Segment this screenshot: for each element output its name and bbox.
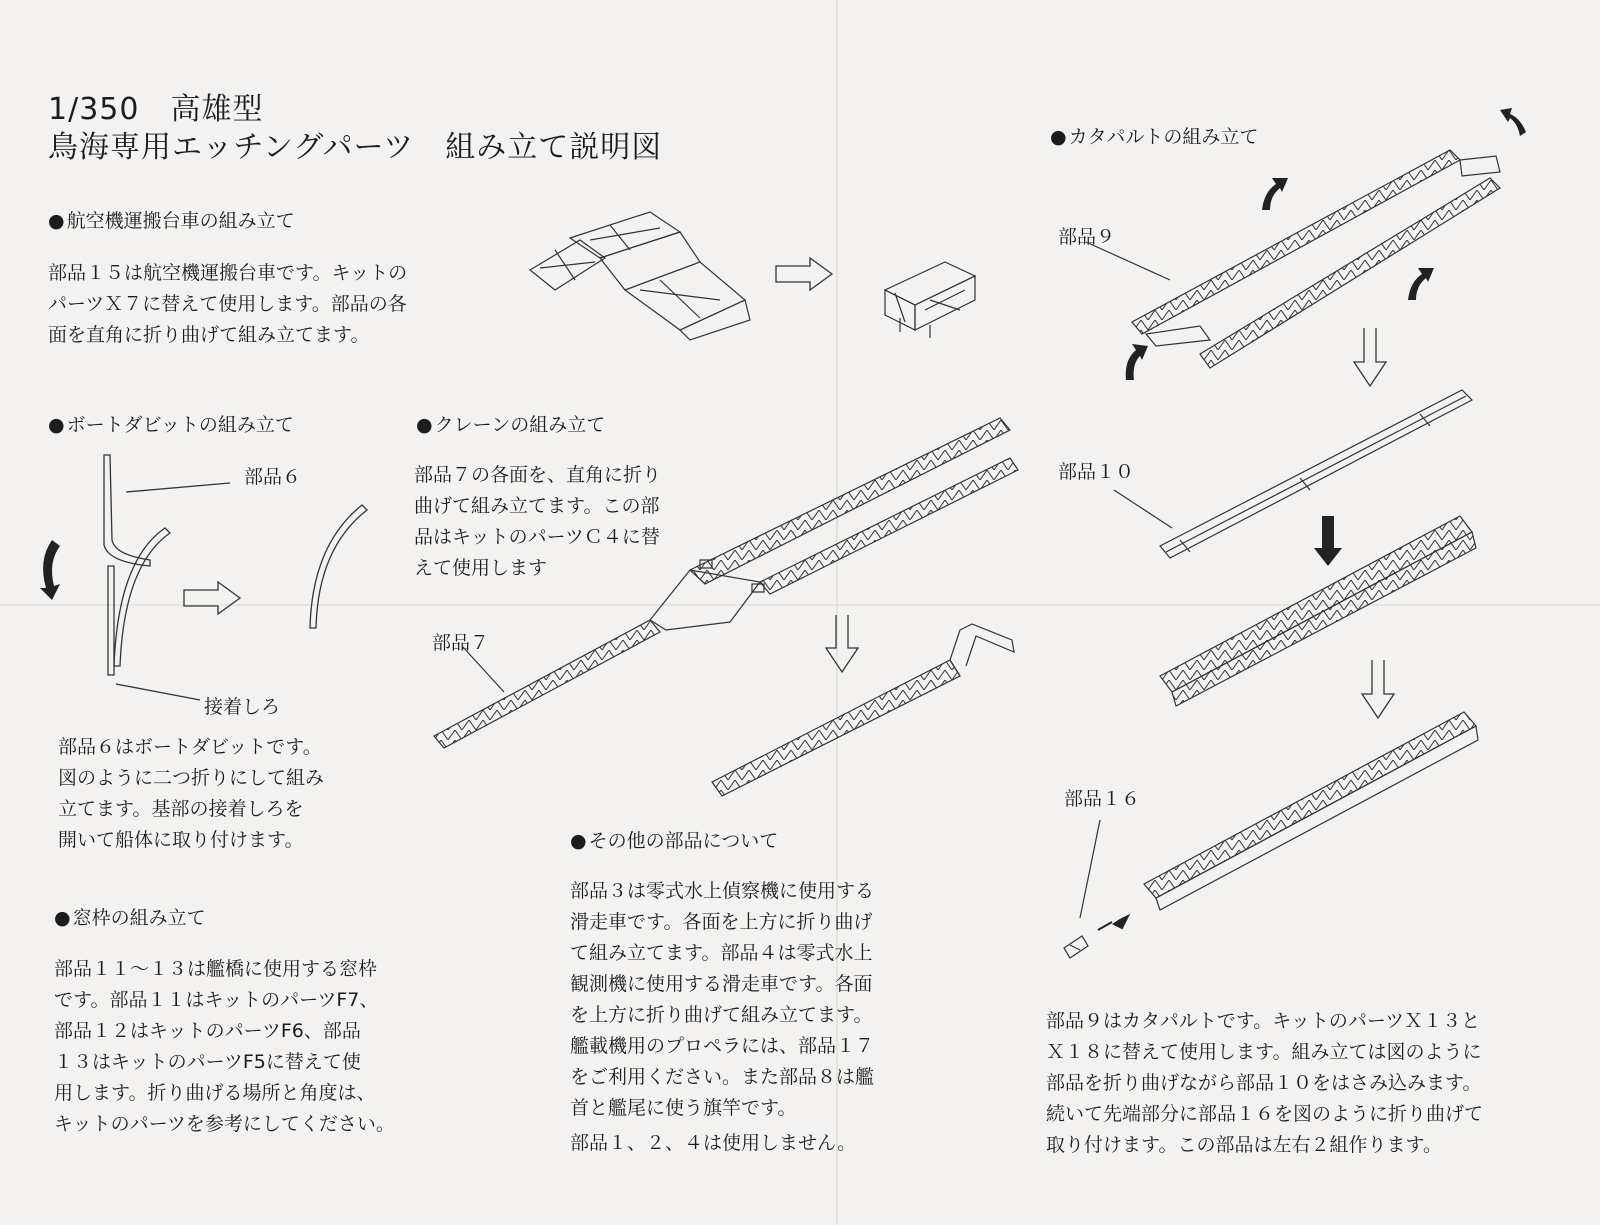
curved-arrow-icon: [1408, 268, 1434, 300]
arrow-down-icon: [1362, 660, 1394, 718]
catapult-part16-label: 部品１６: [1064, 788, 1141, 810]
bold-arrow-down-icon: [1314, 516, 1342, 566]
sheet-title-main: 鳥海専用エッチングパーツ 組み立て説明図: [48, 130, 663, 165]
boat-davit-glue-label: 接着しろ: [204, 696, 281, 718]
sheet-title-scale: 1/350 高雄型: [48, 92, 264, 127]
crane-part-leader: [462, 646, 504, 692]
crane-part-label: 部品７: [432, 632, 490, 654]
catapult-assembled-diagram: [1160, 516, 1476, 706]
catapult-part9-leader: [1086, 242, 1170, 280]
arrow-down-icon: [826, 615, 858, 672]
arrow-right-icon: [184, 582, 240, 614]
boat-davit-part-label: 部品６: [244, 466, 302, 488]
dashed-arrow-icon: [1098, 916, 1128, 930]
crane-flat-diagram: [434, 418, 1018, 748]
window-frame-body: 部品１１～１３は艦橋に使用する窓枠 です。部品１１はキットのパーツF7、 部品１２はキットのパーツF6、部品 １３はキットのパーツF5に替えて使 用します。折り曲げる場所と角度は、 キットのパーツを参考にしてください。: [54, 958, 395, 1135]
catapult-part10-label: 部品１０: [1058, 461, 1135, 483]
aircraft-cart-body: 部品１５は航空機運搬台車です。キットの パーツＸ７に替えて使用します。部品の各 面を直角に折り曲げて組み立てます。: [48, 262, 408, 346]
other-parts-body: 部品３は零式水上偵察機に使用する 滑走車です。各面を上方に折り曲げ て組み立てます。部品４は零式水上 観測機に使用する滑走車です。各面 を上方に折り曲げて組み立てます。 艦載機用のプロペラには、部品１７ をご利用ください。また部品８は艦 首と艦尾に使う旗竿です。: [570, 880, 875, 1119]
crane-assembled-diagram: [712, 624, 1014, 796]
curved-arrow-icon: [1262, 178, 1288, 210]
window-frame-heading: ● 窓枠の組み立て: [54, 903, 206, 930]
catapult-body: 部品９はカタパルトです。キットのパーツＸ１３と Ｘ１８に替えて使用します。組み立ては図のように 部品を折り曲げながら部品１０をはさみ込みます。 続いて先端部分に部品１６を図のように折り曲げて 取り付けます。この部品は左右２組作ります。: [1046, 1010, 1484, 1156]
crane-heading: ● クレーンの組み立て: [416, 410, 605, 437]
other-parts-heading: ● その他の部品について: [570, 826, 778, 853]
boat-davit-diagram: [104, 455, 367, 700]
arrow-down-icon: [1354, 328, 1386, 386]
arrow-right-icon: [776, 258, 832, 290]
aircraft-cart-heading: ● 航空機運搬台車の組み立て: [48, 206, 295, 233]
other-parts-note: 部品１、２、４は使用しません。: [570, 1132, 857, 1154]
curved-down-arrow-icon: [40, 540, 60, 600]
catapult-part10-diagram: [1160, 390, 1472, 558]
catapult-part16-leader: [1080, 820, 1100, 918]
boat-davit-heading: ● ボートダビットの組み立て: [48, 410, 294, 437]
catapult-part10-leader: [1114, 490, 1172, 528]
part16-piece: [1064, 936, 1088, 958]
catapult-part9-label: 部品９: [1058, 226, 1116, 248]
curved-arrow-icon: [1126, 344, 1148, 380]
boat-davit-body: 部品６はボートダビットです。 図のように二つ折りにして組み 立てます。基部の接着しろを 開いて船体に取り付けます。: [58, 736, 325, 851]
crane-body: 部品７の各面を、直角に折り 曲げて組み立てます。この部 品はキットのパーツＣ４に替 えて使用します: [414, 464, 662, 579]
aircraft-cart-flat-diagram: [530, 212, 750, 340]
aircraft-cart-assembled-diagram: [885, 262, 975, 338]
catapult-part9-diagram: [1132, 150, 1500, 368]
catapult-final-diagram: [1144, 712, 1478, 910]
catapult-heading: ● カタパルトの組み立て: [1050, 122, 1258, 149]
curved-arrow-icon: [1500, 108, 1526, 136]
